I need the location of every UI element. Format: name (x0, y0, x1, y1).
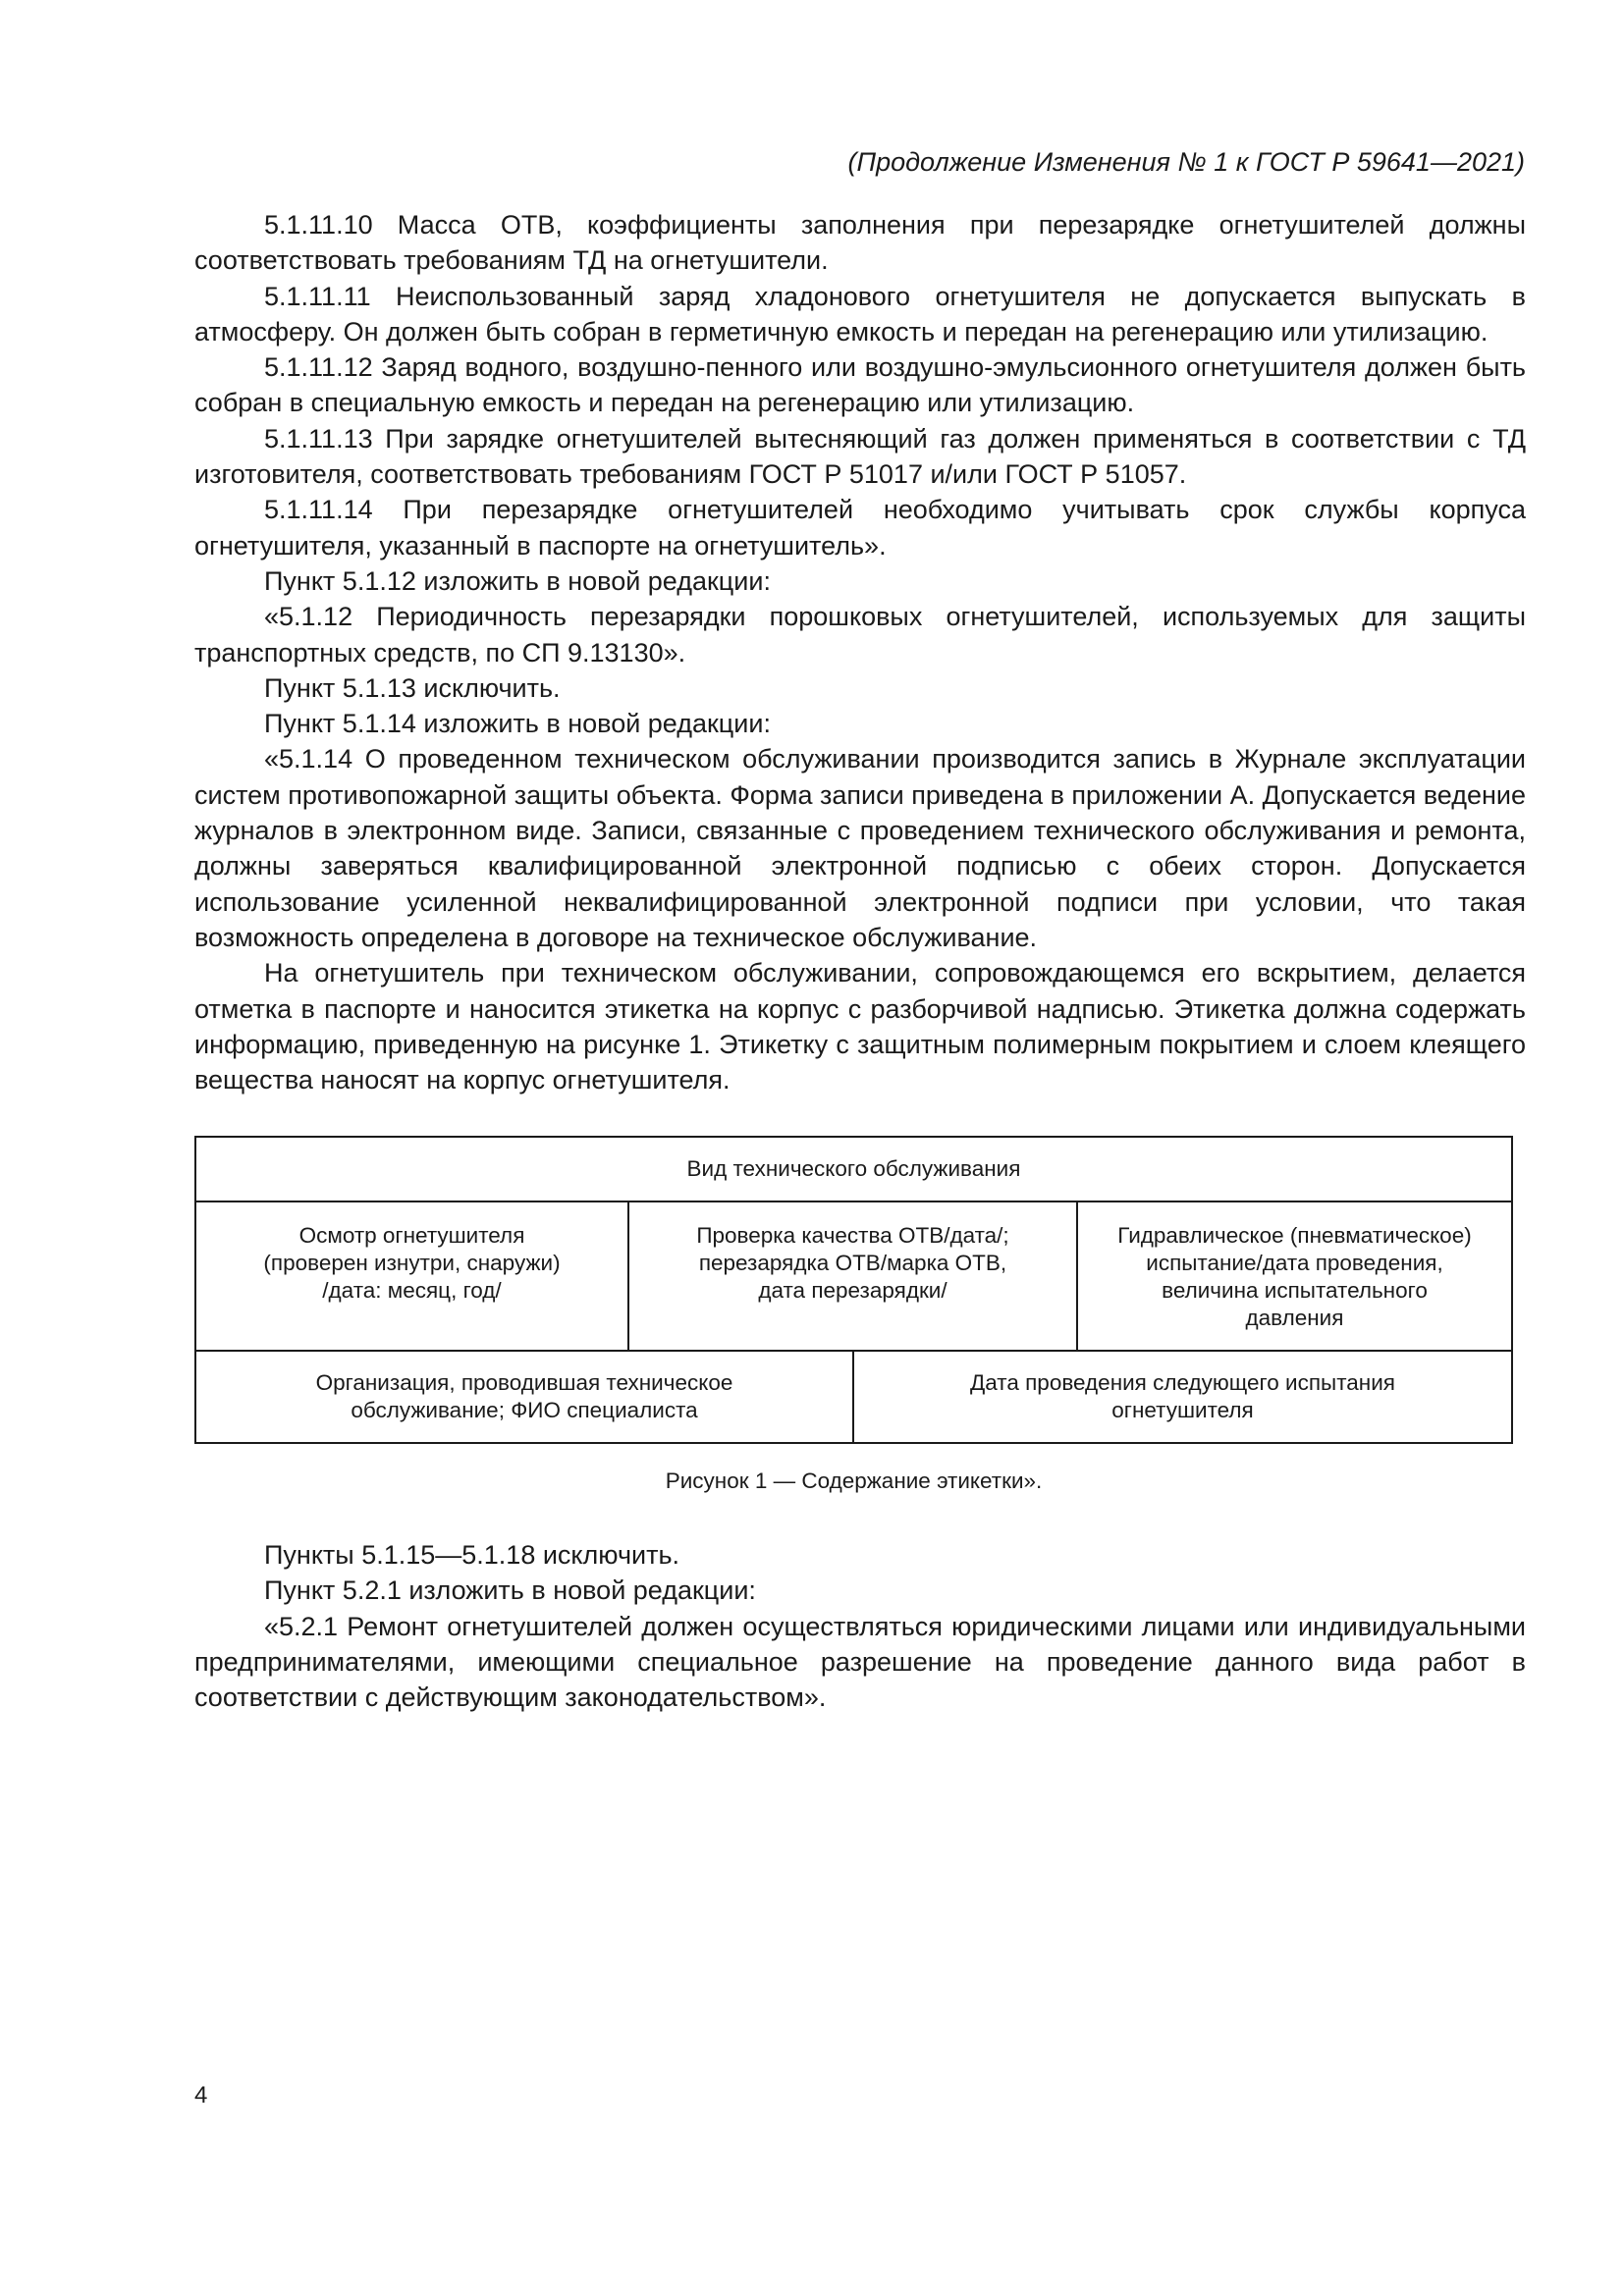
paragraph-5-2-1: «5.2.1 Ремонт огнетушителей должен осуществляться юридическими лицами или индивидуальными предпринимателями, имеющими специальное разрешение на проведение данного вида работ в соответствии с действующим законодательством». (194, 1611, 1526, 1713)
body-text-upper (194, 207, 1526, 1097)
figure-caption: Рисунок 1 — Содержание этикетки». (665, 1468, 1043, 1493)
paragraph-5-1-11-11: 5.1.11.11 Неиспользованный заряд хладонового огнетушителя не допускается выпускать в атмосферу. Он должен быть собран в герметичную емкость и передан на регенерацию или утилизацию. (194, 281, 1526, 347)
paragraph-item-5-1-13-instruction: Пункт 5.1.13 исключить. (264, 672, 561, 703)
table-cell-quality-check: Проверка качества ОТВ/дата/; перезарядка ОТВ/марка ОТВ, дата перезарядки/ (629, 1202, 1078, 1350)
paragraph-5-1-12: «5.1.12 Периодичность перезарядки порошковых огнетушителей, используемых для защиты транспортных средств, по СП 9.13130». (194, 602, 1526, 667)
table-row-organization (196, 1352, 1511, 1442)
paragraph-5-1-11-12: 5.1.11.12 Заряд водного, воздушно-пенного или воздушно-эмульсионного огнетушителя должен быть собран в специальную емкость и передан на регенерацию или утилизацию. (194, 352, 1526, 418)
paragraph-label-info: На огнетушитель при техническом обслуживании, сопровождающемся его вскрытием, делается отметка в паспорте и наносится этикетка на корпус с разборчивой надписью. Этикетка должна содержать информацию, приведенную на рисунке 1. Этикетку с защитным полимерным покрытием и слоем клеящего вещества наносят на корпус огнетушителя. (194, 958, 1526, 1095)
body-text-lower (194, 1537, 1526, 1715)
page-number: 4 (194, 2082, 208, 2109)
label-content-table (194, 1136, 1513, 1444)
paragraph-item-5-2-1-instruction: Пункт 5.2.1 изложить в новой редакции: (264, 1575, 756, 1606)
paragraph-5-1-11-10: 5.1.11.10 Масса ОТВ, коэффициенты заполнения при перезарядке огнетушителей должны соответствовать требованиям ТД на огнетушители. (194, 210, 1526, 276)
table-cell-next-test-date: Дата проведения следующего испытания огнетушителя (970, 1370, 1395, 1422)
running-header: (Продолжение Изменения № 1 к ГОСТ Р 59641—2021) (847, 147, 1525, 177)
table-cell-inspection: Осмотр огнетушителя (проверен изнутри, снаружи) /дата: месяц, год/ (196, 1202, 629, 1350)
paragraph-5-1-11-13: 5.1.11.13 При зарядке огнетушителей вытесняющий газ должен применяться в соответствии с ТД изготовителя, соответствовать требованиям ГОСТ Р 51017 и/или ГОСТ Р 51057. (194, 423, 1526, 490)
table-row-maintenance-kinds (196, 1202, 1511, 1352)
paragraph-items-5-1-15-18-instruction: Пункты 5.1.15—5.1.18 исключить. (264, 1540, 680, 1570)
table-row-header (196, 1138, 1511, 1202)
paragraph-item-5-1-14-instruction: Пункт 5.1.14 изложить в новой редакции: (264, 709, 771, 739)
table-cell-organization: Организация, проводившая техническое обслуживание; ФИО специалиста (196, 1352, 854, 1442)
paragraph-5-1-14: «5.1.14 О проведенном техническом обслуживании производится запись в Журнале эксплуатации систем противопожарной защиты объекта. Форма записи приведена в приложении А. Допускается ведение журналов в электронном виде. Записи, связанные с проведением технического обслуживания и ремонта, должны заверяться квалифицированной электронной подписью с обеих сторон. Допускается использование усиленной неквалифицированной электронной подписи при условии, что такая возможность определена в договоре на техническое обслуживание. (194, 744, 1526, 952)
paragraph-item-5-1-12-instruction: Пункт 5.1.12 изложить в новой редакции: (264, 565, 771, 596)
paragraph-5-1-11-14: 5.1.11.14 При перезарядке огнетушителей необходимо учитывать срок службы корпуса огнетушителя, указанный в паспорте на огнетушитель». (194, 495, 1526, 561)
table-cell-hydraulic-test: Гидравлическое (пневматическое) испытание/дата проведения, величина испытательного давления (1117, 1223, 1472, 1330)
table-cell-maintenance-type: Вид технического обслуживания (686, 1156, 1021, 1181)
